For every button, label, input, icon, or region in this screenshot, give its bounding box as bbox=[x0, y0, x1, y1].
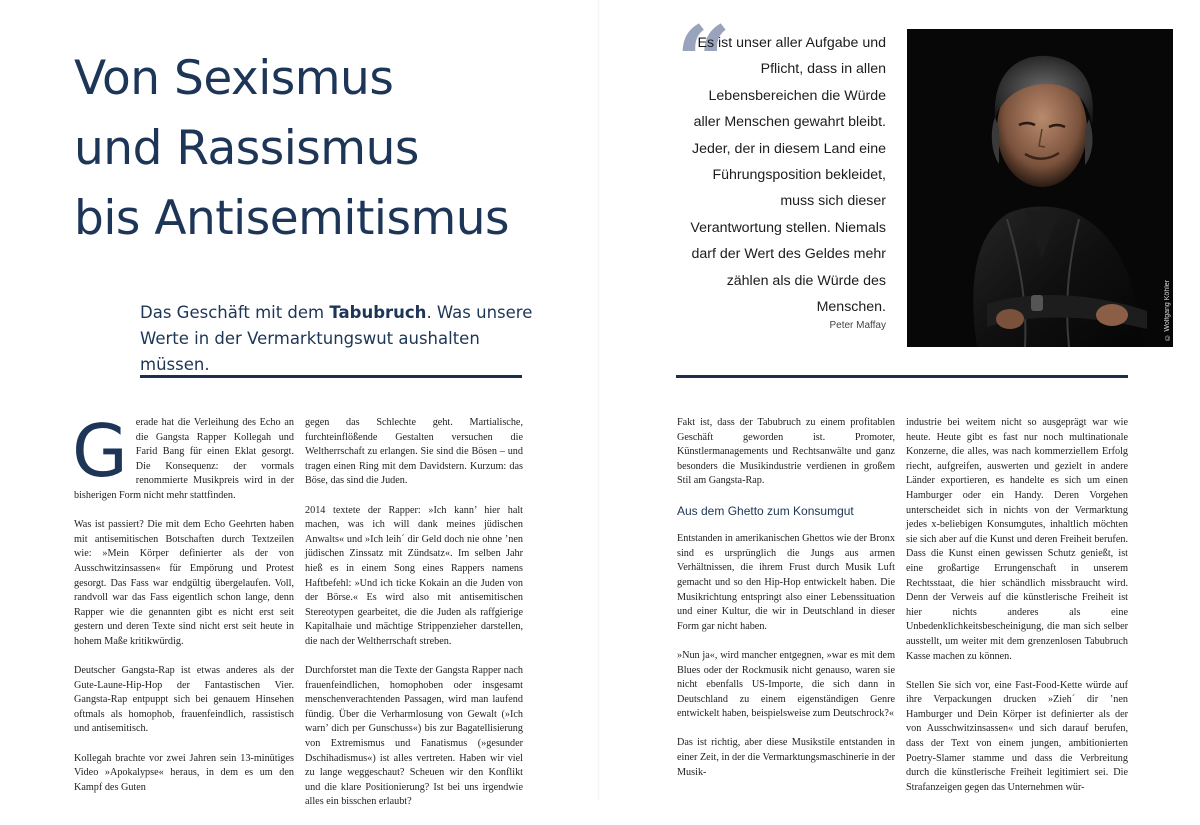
paragraph-text: erade hat die Verleihung des Echo an die Gangsta Rapper Kollegah und Farid Bang für einen Eklat gesorgt. Die Konsequenz: der vormals renommierte Musikpreis wird in der bisherigen Form nicht mehr stattfinden. bbox=[74, 417, 294, 501]
headline-line: und Rassismus bbox=[74, 121, 419, 176]
paragraph: Fakt ist, dass der Tabubruch zu einem profitablen Geschäft geworden ist. Promoter, Künstlermanagements und Rechtsanwälte und ganz besonders die Musikindustrie verdienen in großem Stil am Gangsta-Rap. bbox=[677, 417, 895, 487]
paragraph: »Nun ja«, wird mancher entgegnen, »war es mit dem Blues oder der Rockmusik nicht genauso, waren sie nicht ebenfalls US-Importe, die sich dann in Deutschland zu einem eigenständigen Genre entwickelt haben, beispielsweise zum Deutschrock?« bbox=[677, 649, 895, 720]
quote-mark-icon: “ bbox=[676, 5, 732, 118]
article-headline bbox=[74, 44, 574, 254]
paragraph: Entstanden in amerikanischen Ghettos wie der Bronx sind es ursprünglich die Jungs aus armen Verhältnissen, die ihrem Frust durch Musik Luft gemacht und so den Hip-Hop entwickelt haben. Die Musikrichtung entspringt also einer Lebenssituation und einer Kultur, die wir in Deutschland in dieser Form gar nicht haben. bbox=[677, 533, 895, 632]
portrait-illustration bbox=[907, 29, 1173, 347]
paragraph: 2014 textete der Rapper: »Ich kann’ hier halt machen, was ich will dank meines jüdischen Anwalts« und »Ich leih´ dir Geld doch nie ohne ’nen jüdischen Zinssatz mit Zündsatz«. Im selben Jahr hieß es in einem Song eines Rappers namens Haftbefehl: »Und ich ticke Kokain an die Juden von der Börse.« Es wird also mit antisemitischen Stereotypen gearbeitet, die die Juden als raffgierige Kapitalhaie und mächtige Strippenzieher darstellen, die nach der Weltherrschaft streben. bbox=[305, 504, 523, 647]
subtitle-emphasis: Tabubruch bbox=[329, 303, 427, 322]
subtitle-text: Das Geschäft mit dem bbox=[140, 303, 330, 322]
subtitle-text: . Was unsere Werte in der Vermarktungswut aushalten müssen. bbox=[140, 303, 533, 374]
paragraph: Deutscher Gangsta-Rap ist etwas anderes als der Gute-Laune-Hip-Hop der Fantastischen Vier. Gangsta-Rap entpuppt sich bei genauem Hinsehen oftmals als homophob, frauenfeindlich, rassistisch und antisemitisch. bbox=[74, 665, 294, 735]
text-column bbox=[72, 409, 294, 810]
paragraph bbox=[72, 409, 294, 504]
quote-author: Peter Maffay bbox=[829, 320, 886, 331]
left-page bbox=[0, 0, 600, 808]
pull-quote: Es ist unser aller Aufgabe und Pflicht, dass in allen Lebensbereichen die Würde aller Menschen gewahrt bleibt. Jeder, der in diesem Land eine Führungsposition bekleidet, muss sich dieser Verantwortung stellen. Niemals darf der Wert des Geldes mehr zählen als die Würde des Menschen. bbox=[690, 35, 886, 316]
paragraph: Durchforstet man die Texte der Gangsta Rapper nach frauenfeindlichen, homophoben oder insgesamt menschenverachtenden Passagen, wird man laufend fündig. Über die Verharmlosung von Gewalt (»Ich warn’ dich per Gunschuss«) bis zur Bagatellisierung von Extremismus und Fanatismus (»gesunder Dschihadismus«) ist alles vertreten. Haben wir viel zu lange weggeschaut? Scheuen wir den Konflikt und die klare Positionierung? Ist bei uns irgendwie alles ein bisschen erlaubt? bbox=[305, 665, 523, 808]
paragraph: Was ist passiert? Die mit dem Echo Geehrten haben mit antisemitischen Botschaften durch Textzeilen wie: »Mein Körper definierter als der von Ausschwitzinsassen« für Empörung und Protest gesorgt. Das Fass war endgültig übergelaufen. Voll, randvoll war das Fass eigentlich schon lange, denn Rapper wie die genannten gibt es nicht erst seit gestern und deren Texte sind nicht erst seit heute in hohem Maße kritikwürdig. bbox=[74, 519, 294, 647]
right-page bbox=[600, 0, 1200, 800]
drop-cap: G bbox=[72, 409, 128, 493]
divider-rule bbox=[140, 375, 522, 378]
paragraph: Kollegah brachte vor zwei Jahren sein 13-minütiges Video »Apokalypse« heraus, in dem es um den Kampf des Guten bbox=[74, 752, 294, 793]
text-column bbox=[677, 416, 895, 795]
section-heading: Aus dem Ghetto zum Konsumgut bbox=[677, 503, 854, 518]
paragraph: gegen das Schlechte geht. Martialische, furchteinflößende Gestalten versuchen die Weltherrschaft zu erlangen. Sie sind die Bösen – und tragen einen Ring mit dem Davidstern. Kurzum: das Böse, das sind die Juden. bbox=[305, 417, 523, 487]
portrait-photo bbox=[907, 29, 1173, 347]
text-column bbox=[906, 416, 1128, 810]
headline-line: bis Antisemitismus bbox=[74, 191, 510, 246]
paragraph: industrie bei weitem nicht so ausgeprägt war wie heute. Heute gibt es fast nur noch multinationale Konzerne, die alles, was nach kommerziellem Erfolg riecht, aufgreifen, auswerten und gezielt in andere Länder exportieren, es handelte es sich um einen Hamburger oder ein Handy. Deren Vorgehen unterscheidet sich in nichts von der Vermarktung jedes x-beliebigen Konsumgutes, inhaltlich möchten sie sich aber auf die Kunst und deren Freiheit berufen. Dass die Kunst einen gewissen Schutz genießt, ist eine großartige Errungenschaft in unserem Rechtsstaat, die hier schändlich missbraucht wird. Denn der Verweis auf die künstlerische Freiheit ist hier nichts anderes als eine Unbedenklichkeitsbescheinigung, die man sich selber ausstellt, um weiter mit dem grenzenlosen Tabubruch Kasse machen zu können. bbox=[906, 417, 1128, 662]
article-subtitle bbox=[140, 300, 540, 378]
paragraph: Das ist richtig, aber diese Musikstile entstanden in einer Zeit, in der die Vermarktungsmaschinerie in der Musik- bbox=[677, 737, 895, 778]
text-column bbox=[305, 416, 523, 825]
photo-credit: © Wolfgang Köhler bbox=[1164, 280, 1171, 341]
divider-rule bbox=[676, 375, 1128, 378]
paragraph: Stellen Sie sich vor, eine Fast-Food-Kette würde auf ihre Verpackungen drucken »Zieh´ dir ’nen Hamburger und Dein Körper ist definierter als der von Ausschwitzinsassen« und sich darauf berufen, dass der Text von einem jungen, ambitionierten Poetry-Slamer stamme und dass die Verbreitung durch die künstlerische Freiheit legitimiert sei. Die Strafanzeigen gegen das Unternehmen wür- bbox=[906, 679, 1128, 793]
headline-line: Von Sexismus bbox=[74, 51, 394, 106]
